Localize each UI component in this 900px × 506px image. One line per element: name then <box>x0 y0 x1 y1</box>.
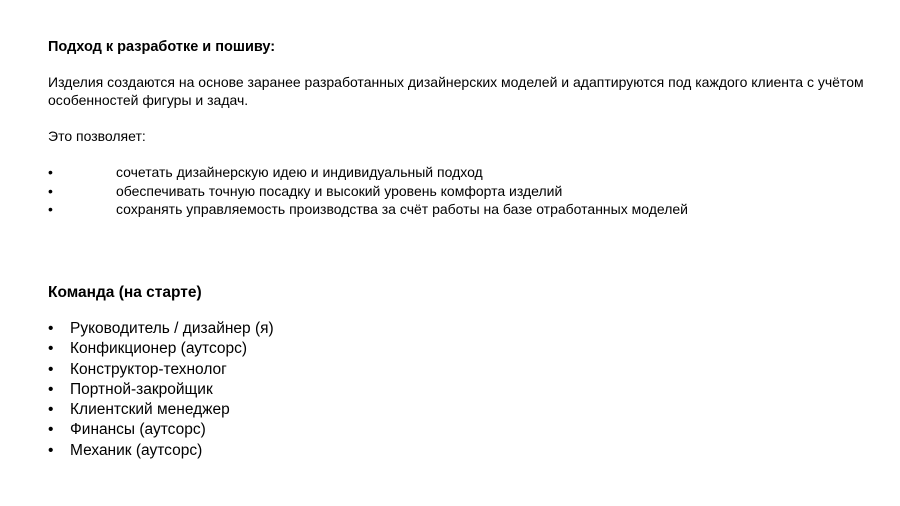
list-item <box>48 360 868 380</box>
list-item <box>48 441 868 461</box>
approach-section <box>48 38 868 219</box>
bullet-icon: • <box>48 201 53 217</box>
list-item-text: Руководитель / дизайнер (я) <box>70 320 274 337</box>
list-item <box>48 182 868 201</box>
team-heading: Команда (на старте) <box>48 284 202 301</box>
list-item-text: Финансы (аутсорс) <box>70 421 206 439</box>
list-item <box>48 400 868 420</box>
list-item <box>48 200 868 219</box>
bullet-icon: • <box>48 320 54 337</box>
approach-paragraph-line-2: особенностей фигуры и задач. <box>48 92 249 108</box>
list-item <box>48 319 868 339</box>
list-item <box>48 380 868 400</box>
team-section <box>48 283 868 461</box>
list-item-text: Конфикционер (аутсорс) <box>70 340 248 358</box>
bullet-icon: • <box>48 401 54 419</box>
bullet-icon: • <box>48 340 54 358</box>
bullet-icon: • <box>48 164 53 180</box>
list-item <box>48 420 868 440</box>
list-item <box>48 163 868 182</box>
list-item-text: Механик (аутсорс) <box>70 441 203 459</box>
bullet-icon: • <box>48 182 53 199</box>
approach-benefits-list <box>48 163 868 219</box>
list-item-text: сохранять управляемость производства за счёт работы на базе отработанных моделей <box>116 201 688 217</box>
list-item-text: обеспечивать точную посадку и высокий уровень комфорта изделий <box>116 182 563 199</box>
approach-paragraph-line-1: Изделия создаются на основе заранее разработанных дизайнерских моделей и адаптируются под каждого клиента с учётом <box>48 74 864 90</box>
approach-heading: Подход к разработке и пошиву: <box>48 39 276 55</box>
approach-paragraph <box>48 73 868 109</box>
list-item-text: Клиентский менеджер <box>70 401 230 419</box>
list-item-text: Портной-закройщик <box>70 380 213 398</box>
bullet-icon: • <box>48 421 54 439</box>
team-list <box>48 319 868 461</box>
bullet-icon: • <box>48 441 54 459</box>
list-item-text: Конструктор-технолог <box>70 360 227 378</box>
bullet-icon: • <box>48 360 54 378</box>
list-item <box>48 339 868 359</box>
bullet-icon: • <box>48 380 54 398</box>
list-item-text: сочетать дизайнерскую идею и индивидуальный подход <box>116 164 483 180</box>
approach-intro: Это позволяет: <box>48 128 146 144</box>
